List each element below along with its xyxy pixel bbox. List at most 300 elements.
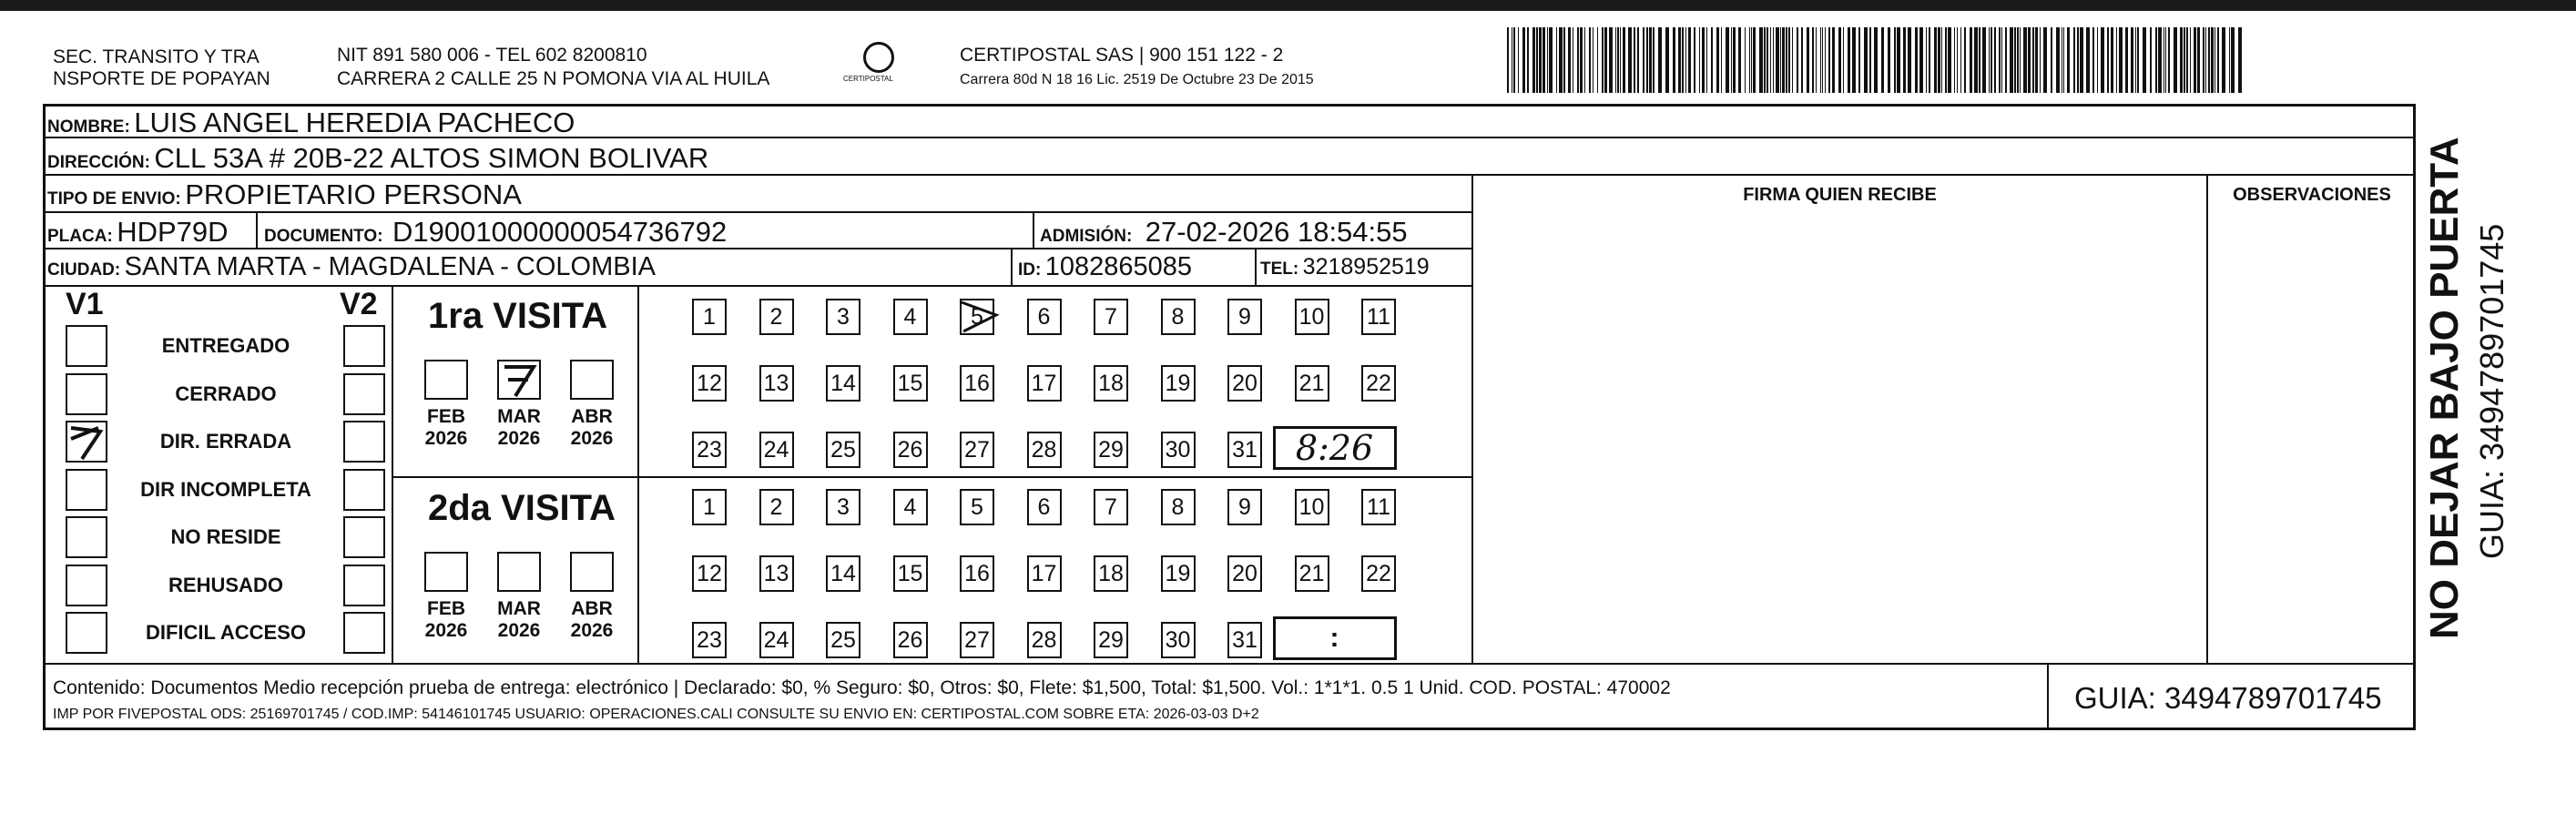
barcode-bar (1991, 27, 1992, 93)
first-visit-day-box[interactable]: 9 (1227, 299, 1262, 335)
first-visit-month-box[interactable] (424, 360, 468, 400)
barcode-bar (2111, 27, 2113, 93)
first-visit-day-box[interactable]: 8 (1161, 299, 1196, 335)
first-visit-day-box[interactable]: 30 (1161, 432, 1196, 468)
second-visit-day-box[interactable]: 15 (893, 555, 928, 592)
barcode-bar (2222, 27, 2225, 93)
footer-impresion: IMP POR FIVEPOSTAL ODS: 25169701745 / COD.IMP: 54146101745 USUARIO: OPERACIONES.CALI CONSULTE SU ENVIO EN: CERTIPOSTAL.COM SOBRE ETA: 2026-03-03 D+2 (53, 707, 1259, 722)
month-year: 2026 (424, 620, 468, 641)
barcode-bar (2040, 27, 2041, 93)
barcode-bar (1559, 27, 1563, 93)
first-visit-day-box[interactable]: 11 (1361, 299, 1396, 335)
org-line-2: NSPORTE DE POPAYAN (53, 68, 270, 89)
first-visit-day-box[interactable]: 18 (1094, 365, 1128, 402)
barcode-bar (2125, 27, 2128, 93)
month-name: ABR (571, 598, 613, 619)
barcode-bar (1731, 27, 1732, 93)
v2-checkbox[interactable] (343, 325, 385, 367)
first-visit-day-box[interactable]: 22 (1361, 365, 1396, 402)
id-cell (1018, 252, 1192, 282)
barcode-bar (1941, 27, 1942, 93)
barcode-bar (1628, 27, 1632, 93)
barcode-bar (2205, 27, 2206, 93)
documento-label: DOCUMENTO: (264, 227, 383, 246)
barcode-bar (2238, 27, 2242, 93)
second-visit-day-box[interactable]: 28 (1027, 622, 1062, 658)
barcode-bar (1807, 27, 1809, 93)
v2-checkbox[interactable] (343, 469, 385, 511)
documento-value: D19001000000054736792 (392, 216, 728, 248)
barcode-bar (1749, 27, 1750, 93)
barcode-bar (2051, 27, 2052, 93)
v2-heading: V2 (340, 287, 378, 321)
second-visit-day-box[interactable]: 18 (1094, 555, 1128, 592)
month-name: FEB (427, 406, 465, 427)
second-visit-month-box[interactable] (570, 552, 614, 592)
placa-cell (47, 216, 229, 249)
barcode-bar (2143, 27, 2146, 93)
barcode-bar (2180, 27, 2183, 93)
first-visit-day-box[interactable]: 12 (692, 365, 727, 402)
month-name: ABR (571, 406, 613, 427)
barcode-bar (1864, 27, 1868, 93)
barcode-bar (2116, 27, 2117, 93)
first-visit-day-box[interactable]: 26 (893, 432, 928, 468)
second-visit-month-label (417, 598, 475, 642)
v1-checkbox[interactable] (66, 469, 107, 511)
barcode-bar (1989, 27, 1990, 93)
v2-checkbox[interactable] (343, 612, 385, 654)
first-visit-day-box[interactable]: 29 (1094, 432, 1128, 468)
month-name: FEB (427, 598, 465, 619)
second-visit-day-box[interactable]: 30 (1161, 622, 1196, 658)
barcode-bar (1945, 27, 1947, 93)
second-visit-day-box[interactable]: 4 (893, 489, 928, 525)
barcode-bar (1828, 27, 1830, 93)
barcode-bar (1643, 27, 1644, 93)
second-visit-day-box[interactable]: 13 (759, 555, 794, 592)
first-visit-day-box[interactable]: 6 (1027, 299, 1062, 335)
barcode-bar (1858, 27, 1860, 93)
second-visit-day-box[interactable]: 17 (1027, 555, 1062, 592)
barcode-bar (1634, 27, 1635, 93)
tipo-row (47, 178, 522, 211)
second-visit-day-box[interactable]: 27 (960, 622, 994, 658)
barcode-bar (2137, 27, 2139, 93)
barcode-bar (1658, 27, 1662, 93)
barcode-bar (1786, 27, 1787, 93)
reason-label: DIR INCOMPLETA (140, 477, 311, 501)
month-year: 2026 (497, 620, 541, 641)
barcode-bar (1522, 27, 1525, 93)
ciudad-label: CIUDAD: (47, 260, 121, 280)
barcode-bar (2063, 27, 2064, 93)
barcode-bar (2101, 27, 2104, 93)
barcode-bar (1536, 27, 1538, 93)
first-visit-day-box[interactable]: 16 (960, 365, 994, 402)
barcode-bar (2194, 27, 2196, 93)
second-visit-day-box[interactable]: 16 (960, 555, 994, 592)
v1-heading: V1 (66, 287, 104, 321)
barcode-bar (2035, 27, 2038, 93)
company-line: CERTIPOSTAL SAS | 900 151 122 - 2 (960, 45, 1284, 66)
barcode-bar (1513, 27, 1515, 93)
first-visit-day-box[interactable]: 1 (692, 299, 727, 335)
second-visit-day-box[interactable]: 31 (1227, 622, 1262, 658)
barcode-bar (1948, 27, 1951, 93)
second-visit-day-box[interactable]: 14 (826, 555, 860, 592)
second-visit-time-box[interactable] (1273, 616, 1397, 660)
barcode-bar (1694, 27, 1695, 93)
barcode-bar (2208, 27, 2210, 93)
first-visit-day-box[interactable]: 21 (1295, 365, 1329, 402)
barcode-bar (1589, 27, 1591, 93)
barcode-bar (1615, 27, 1616, 93)
barcode-bar (2086, 27, 2090, 93)
nombre-row (47, 107, 575, 139)
barcode-bar (2080, 27, 2083, 93)
observaciones-header: OBSERVACIONES (2233, 185, 2391, 205)
barcode-bar (1623, 27, 1625, 93)
barcode-bar (1764, 27, 1766, 93)
barcode-bar (2135, 27, 2136, 93)
barcode-bar (1759, 27, 1763, 93)
barcode-bar (1903, 27, 1906, 93)
first-visit-month-box[interactable] (497, 360, 541, 400)
first-visit-day-box[interactable]: 2 (759, 299, 794, 335)
barcode-bar (1874, 27, 1878, 93)
barcode-bar (1620, 27, 1621, 93)
barcode-bar (2014, 27, 2016, 93)
direccion-value: CLL 53A # 20B-22 ALTOS SIMON BOLIVAR (154, 142, 709, 174)
barcode-bar (1938, 27, 1940, 93)
top-border (0, 0, 2576, 11)
first-visit-day-box[interactable]: 7 (1094, 299, 1128, 335)
first-visit-month-label (563, 406, 621, 450)
first-visit-day-box[interactable]: 15 (893, 365, 928, 402)
month-year: 2026 (424, 428, 468, 449)
barcode-bar (2203, 27, 2204, 93)
barcode-image (1507, 27, 2245, 93)
documento-cell (264, 216, 727, 249)
first-visit-month-box[interactable] (570, 360, 614, 400)
first-visit-day-box[interactable]: 25 (826, 432, 860, 468)
barcode-bar (1637, 27, 1639, 93)
barcode-bar (1801, 27, 1803, 93)
admision-label: ADMISIÓN: (1040, 227, 1133, 246)
barcode-bar (1825, 27, 1826, 93)
barcode-bar (2077, 27, 2079, 93)
barcode-bar (1960, 27, 1961, 93)
second-visit-day-box[interactable]: 7 (1094, 489, 1128, 525)
barcode-bar (1926, 27, 1927, 93)
barcode-bar (1869, 27, 1871, 93)
second-visit-day-box[interactable]: 25 (826, 622, 860, 658)
barcode-bar (1970, 27, 1972, 93)
barcode-bar (2092, 27, 2094, 93)
barcode-bar (2186, 27, 2188, 93)
barcode-bar (1780, 27, 1781, 93)
barcode-bar (1792, 27, 1793, 93)
barcode-bar (2131, 27, 2133, 93)
barcode-bar (1974, 27, 1978, 93)
barcode-bar (2028, 27, 2031, 93)
first-visit-day-box[interactable]: 5 (960, 299, 994, 335)
id-label: ID: (1018, 260, 1042, 280)
day-strike-mark-icon (958, 295, 1000, 337)
barcode-bar (1699, 27, 1700, 93)
footer-contenido: Contenido: Documentos Medio recepción prueba de entrega: electrónico | Declarado: $0, % Seguro: $0, Otros: $0, Flete: $1,500, Total: $1,500. Vol.: 1*1*1. 0.5 1 Unid. COD. POSTAL: 470002 (53, 677, 1671, 698)
barcode-bar (1738, 27, 1741, 93)
second-visit-day-box[interactable]: 26 (893, 622, 928, 658)
barcode-bar (1954, 27, 1955, 93)
first-visit-month-label (417, 406, 475, 450)
first-visit-day-box[interactable]: 19 (1161, 365, 1196, 402)
barcode-bar (2119, 27, 2123, 93)
barcode-bar (1577, 27, 1579, 93)
second-visit-day-box[interactable]: 20 (1227, 555, 1262, 592)
barcode-bar (1745, 27, 1746, 93)
barcode-bar (1838, 27, 1841, 93)
barcode-bar (1733, 27, 1736, 93)
barcode-bar (2067, 27, 2070, 93)
barcode-bar (1543, 27, 1545, 93)
barcode-bar (1649, 27, 1652, 93)
barcode-bar (1888, 27, 1890, 93)
v1-checkbox[interactable] (66, 325, 107, 367)
second-visit-day-box[interactable]: 19 (1161, 555, 1196, 592)
barcode-bar (2056, 27, 2060, 93)
barcode-bar (1820, 27, 1821, 93)
second-visit-day-box[interactable]: 2 (759, 489, 794, 525)
reason-label: CERRADO (175, 382, 277, 405)
admision-cell (1040, 216, 1408, 249)
v1-checkbox[interactable] (66, 373, 107, 415)
barcode-bar (2032, 27, 2034, 93)
barcode-bar (2184, 27, 2185, 93)
barcode-bar (1568, 27, 1571, 93)
barcode-bar (1682, 27, 1684, 93)
first-visit-day-box[interactable]: 27 (960, 432, 994, 468)
barcode-bar (2197, 27, 2200, 93)
barcode-bar (1894, 27, 1896, 93)
ciudad-cell (47, 252, 656, 282)
barcode-bar (1532, 27, 1535, 93)
barcode-bar (1816, 27, 1817, 93)
barcode-bar (2168, 27, 2170, 93)
license-line: Carrera 80d N 18 16 Lic. 2519 De Octubre 23 De 2015 (960, 72, 1314, 87)
barcode-bar (1994, 27, 1996, 93)
first-visit-day-box[interactable]: 31 (1227, 432, 1262, 468)
barcode-bar (1929, 27, 1930, 93)
tipo-value: PROPIETARIO PERSONA (185, 178, 522, 210)
ciudad-value: SANTA MARTA - MAGDALENA - COLOMBIA (124, 252, 657, 281)
barcode-bar (1788, 27, 1790, 93)
first-visit-title: 1ra VISITA (428, 296, 608, 336)
side-guia: GUIA: 3494789701745 (2473, 223, 2510, 559)
barcode-bar (1711, 27, 1713, 93)
barcode-bar (1721, 27, 1722, 93)
barcode-bar (1776, 27, 1779, 93)
barcode-bar (1527, 27, 1529, 93)
barcode-bar (2001, 27, 2002, 93)
second-visit-month-label (563, 598, 621, 642)
reason-label: DIFICIL ACCESO (145, 621, 306, 644)
barcode-bar (1726, 27, 1729, 93)
reason-label: ENTREGADO (161, 334, 290, 357)
logo-text: CERTIPOSTAL (843, 75, 893, 83)
barcode-bar (2010, 27, 2013, 93)
first-visit-day-box[interactable]: 24 (759, 432, 794, 468)
barcode-bar (1602, 27, 1604, 93)
barcode-bar (2217, 27, 2219, 93)
v2-checkbox[interactable] (343, 373, 385, 415)
barcode-bar (1848, 27, 1850, 93)
tipo-label: TIPO DE ENVIO: (47, 189, 181, 209)
barcode-bar (1964, 27, 1966, 93)
v1-checkbox[interactable] (66, 612, 107, 654)
barcode-bar (2107, 27, 2109, 93)
second-visit-day-box[interactable]: 3 (826, 489, 860, 525)
firma-header: FIRMA QUIEN RECIBE (1743, 185, 1937, 205)
barcode-bar (1773, 27, 1774, 93)
v2-checkbox[interactable] (343, 421, 385, 463)
nombre-value: LUIS ANGEL HEREDIA PACHECO (134, 107, 575, 138)
address-line: CARRERA 2 CALLE 25 N POMONA VIA AL HUILA (337, 68, 770, 89)
v1-checkbox[interactable] (66, 421, 107, 463)
second-visit-title: 2da VISITA (428, 488, 616, 528)
placa-label: PLACA: (47, 227, 113, 246)
second-visit-day-box[interactable]: 10 (1295, 489, 1329, 525)
barcode-bar (2211, 27, 2214, 93)
first-visit-day-box[interactable]: 3 (826, 299, 860, 335)
certipostal-logo-icon (863, 42, 894, 73)
barcode-bar (2005, 27, 2007, 93)
barcode-bar (1617, 27, 1619, 93)
month-name: MAR (497, 406, 541, 427)
first-visit-day-box[interactable]: 28 (1027, 432, 1062, 468)
barcode-bar (1753, 27, 1756, 93)
org-line-1: SEC. TRANSITO Y TRA (53, 46, 260, 67)
barcode-bar (2229, 27, 2230, 93)
month-year: 2026 (570, 428, 614, 449)
barcode-bar (1507, 27, 1509, 93)
barcode-bar (1597, 27, 1598, 93)
reason-label: DIR. ERRADA (159, 430, 292, 453)
barcode-bar (2158, 27, 2162, 93)
barcode-bar (1716, 27, 1719, 93)
first-visit-day-box[interactable]: 13 (759, 365, 794, 402)
second-visit-day-box[interactable]: 11 (1361, 489, 1396, 525)
seven-mark-icon (499, 361, 539, 398)
second-visit-day-box[interactable]: 9 (1227, 489, 1262, 525)
barcode-bar (1843, 27, 1844, 93)
direccion-label: DIRECCIÓN: (47, 153, 150, 172)
second-visit-month-box[interactable] (497, 552, 541, 592)
first-visit-day-box[interactable]: 20 (1227, 365, 1262, 402)
second-visit-day-box[interactable]: 8 (1161, 489, 1196, 525)
barcode-bar (2020, 27, 2021, 93)
first-visit-day-box[interactable]: 14 (826, 365, 860, 402)
barcode-bar (1915, 27, 1918, 93)
second-visit-day-box[interactable]: 5 (960, 489, 994, 525)
barcode-bar (2165, 27, 2166, 93)
barcode-bar (2190, 27, 2191, 93)
admision-value: 27-02-2026 18:54:55 (1145, 216, 1408, 248)
month-year: 2026 (497, 428, 541, 449)
month-name: MAR (497, 598, 541, 619)
barcode-bar (1646, 27, 1648, 93)
barcode-bar (1688, 27, 1691, 93)
barcode-bar (1812, 27, 1814, 93)
second-visit-day-box[interactable]: 24 (759, 622, 794, 658)
second-visit-day-box[interactable]: 29 (1094, 622, 1128, 658)
second-visit-day-box[interactable]: 12 (692, 555, 727, 592)
barcode-bar (1897, 27, 1900, 93)
first-visit-time-box[interactable] (1273, 426, 1397, 470)
barcode-bar (1919, 27, 1923, 93)
barcode-bar (1584, 27, 1585, 93)
tel-cell (1260, 254, 1430, 280)
barcode-bar (2023, 27, 2027, 93)
barcode-bar (1982, 27, 1986, 93)
first-visit-day-box[interactable]: 23 (692, 432, 727, 468)
barcode-bar (1797, 27, 1798, 93)
barcode-bar (1547, 27, 1548, 93)
nit-line: NIT 891 580 006 - TEL 602 8200810 (337, 45, 647, 66)
v1-checkbox[interactable] (66, 516, 107, 558)
barcode-bar (2174, 27, 2177, 93)
nombre-label: NOMBRE: (47, 117, 130, 137)
second-visit-day-box[interactable]: 6 (1027, 489, 1062, 525)
v1-checkbox[interactable] (66, 565, 107, 606)
barcode-bar (1678, 27, 1681, 93)
tel-value: 3218952519 (1302, 254, 1430, 280)
barcode-bar (1706, 27, 1707, 93)
barcode-bar (1832, 27, 1835, 93)
barcode-bar (1934, 27, 1937, 93)
check-mark-icon (67, 422, 107, 463)
barcode-bar (1957, 27, 1958, 93)
id-value: 1082865085 (1044, 252, 1193, 281)
first-visit-day-box[interactable]: 4 (893, 299, 928, 335)
barcode-bar (1852, 27, 1856, 93)
second-visit-day-box[interactable]: 1 (692, 489, 727, 525)
second-visit-month-box[interactable] (424, 552, 468, 592)
second-visit-day-box[interactable]: 23 (692, 622, 727, 658)
barcode-bar (1822, 27, 1823, 93)
barcode-bar (1782, 27, 1785, 93)
first-visit-day-box[interactable]: 17 (1027, 365, 1062, 402)
barcode-bar (1604, 27, 1607, 93)
second-visit-day-box[interactable]: 22 (1361, 555, 1396, 592)
barcode-bar (1665, 27, 1669, 93)
second-visit-time: : (1329, 623, 1339, 653)
second-visit-day-box[interactable]: 21 (1295, 555, 1329, 592)
first-visit-day-box[interactable]: 10 (1295, 299, 1329, 335)
placa-value: HDP79D (117, 216, 229, 248)
barcode-bar (1673, 27, 1675, 93)
barcode-bar (1770, 27, 1771, 93)
side-notice: NO DEJAR BAJO PUERTA (2422, 137, 2467, 639)
reason-label: REHUSADO (168, 573, 283, 596)
v2-checkbox[interactable] (343, 516, 385, 558)
direccion-row (47, 142, 708, 175)
v2-checkbox[interactable] (343, 565, 385, 606)
footer-guia: GUIA: 3494789701745 (2074, 681, 2382, 715)
reason-label: NO RESIDE (170, 525, 281, 548)
barcode-bar (1751, 27, 1752, 93)
